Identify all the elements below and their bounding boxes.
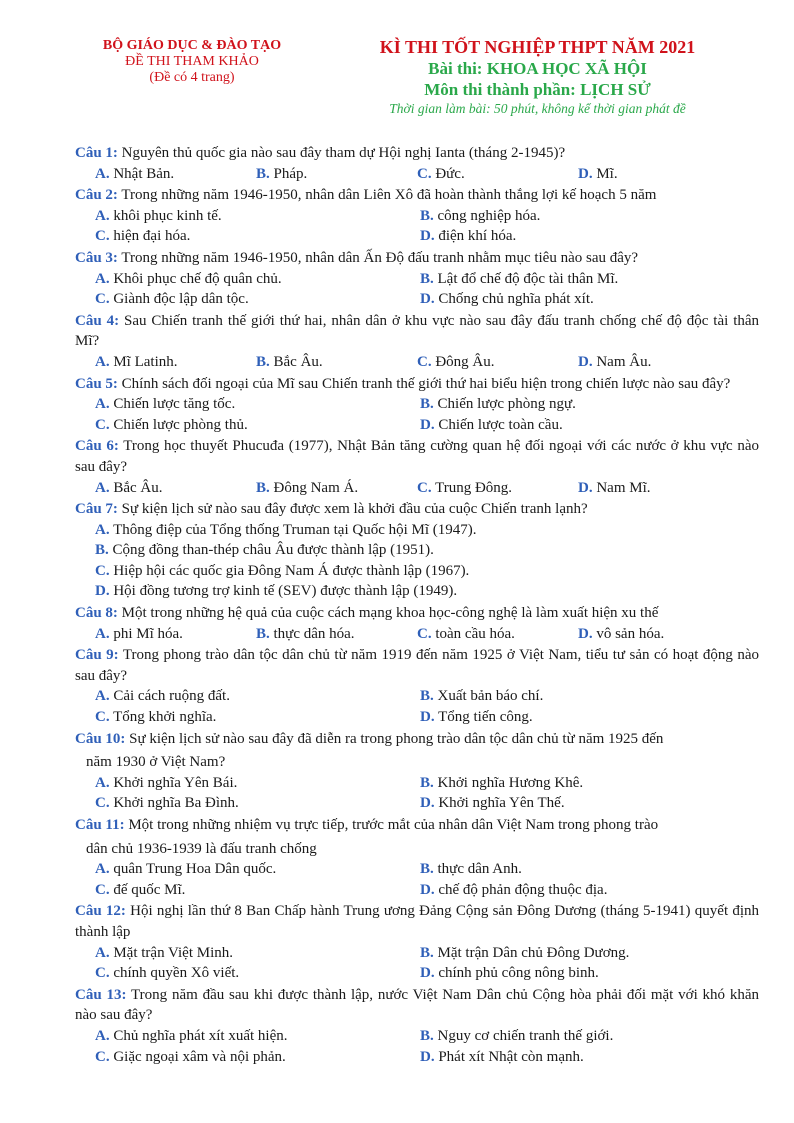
option-text: Hội đồng tương trợ kinh tế (SEV) được thành lập (1949). [113,583,458,600]
option-letter: B. [256,479,270,496]
option-letter: D. [420,795,435,812]
option-text: Chủ nghĩa phát xít xuất hiện. [113,1027,288,1044]
answer-option-d [420,1047,745,1068]
answer-option-b [256,352,417,373]
option-letter: A. [95,521,110,538]
answer-option-b [256,478,417,499]
question-number: Câu 10: [75,730,126,747]
question-stem [75,645,759,686]
question-number: Câu 2: [75,187,118,204]
header-right [345,36,730,118]
option-letter: B. [256,353,270,370]
question-text: Trong những năm 1946-1950, nhân dân Ấn Độ đấu tranh nhằm mục tiêu nào sau đây? [121,249,639,266]
question-text: Nguyên thủ quốc gia nào sau đây tham dự Hội nghị Ianta (tháng 2-1945)? [121,145,566,161]
option-text: Chiến lược toàn cầu. [438,416,563,433]
option-text: Phát xít Nhật còn mạnh. [438,1048,584,1065]
option-text: Giặc ngoại xâm và nội phản. [113,1048,286,1065]
option-text: vô sản hóa. [596,625,665,642]
answer-options [75,686,759,727]
answer-option-d [95,581,759,602]
option-text: chính phủ công nông binh. [438,965,599,982]
answer-options [75,1026,759,1067]
answer-option-c [417,478,578,499]
answer-option-d [420,707,745,728]
option-letter: D. [578,625,593,642]
question-1 [75,143,759,184]
option-letter: C. [417,165,432,182]
question-9 [75,645,759,727]
option-text: Khởi nghĩa Yên Thế. [438,795,565,812]
option-text: Nhật Bản. [113,165,175,182]
option-letter: A. [95,688,110,705]
option-letter: A. [95,270,110,287]
answer-option-a [95,206,420,227]
answer-option-c [95,707,420,728]
question-number: Câu 11: [75,817,125,833]
question-text: Trong học thuyết Phucuđa (1977), Nhật Bản tăng cường quan hệ đối ngoại với các nước ở khu vực nào sau đây? [75,438,759,475]
option-text: thực dân Anh. [437,861,522,878]
answer-option-c [95,793,420,814]
option-text: khôi phục kinh tế. [113,207,222,224]
question-number: Câu 3: [75,249,118,266]
option-letter: D. [95,583,110,600]
answer-options [75,624,759,645]
option-text: Khởi nghĩa Ba Đình. [113,795,239,812]
answer-option-c [417,352,578,373]
option-letter: A. [95,861,110,878]
question-number: Câu 4: [75,312,120,329]
option-text: Cải cách ruộng đất. [113,688,230,705]
option-letter: D. [578,353,593,370]
question-number: Câu 9: [75,647,119,664]
option-letter: C. [95,965,110,982]
exam-type: ĐỀ THI THAM KHẢO [125,54,259,69]
option-text: phi Mĩ hóa. [113,625,183,642]
option-text: chính quyền Xô viết. [113,965,240,982]
question-number: Câu 7: [75,501,118,518]
option-text: Nguy cơ chiến tranh thế giới. [437,1027,614,1044]
question-2 [75,185,759,247]
option-text: Mặt trận Dân chủ Đông Dương. [437,944,630,961]
answer-options [75,943,759,984]
question-list [75,143,759,1068]
question-stem [75,311,759,352]
option-letter: B. [420,270,434,287]
option-letter: A. [95,625,110,642]
option-letter: B. [256,165,270,182]
question-number: Câu 13: [75,986,127,1003]
answer-option-a [95,943,420,964]
option-letter: A. [95,1027,110,1044]
option-text: Chiến lược phòng thủ. [113,416,248,433]
answer-option-d [578,478,739,499]
question-number: Câu 5: [75,375,118,392]
option-text: Bắc Âu. [273,353,323,370]
option-letter: C. [417,479,432,496]
answer-option-a [95,520,759,541]
option-text: Đông Nam Á. [273,479,359,496]
answer-options [75,859,759,900]
question-number: Câu 6: [75,438,119,455]
answer-option-a [95,352,256,373]
answer-options [75,478,759,499]
option-text: Tổng khởi nghĩa. [113,709,217,726]
answer-option-c [95,1047,420,1068]
answer-option-a [95,624,256,645]
option-letter: B. [256,625,270,642]
option-text: toàn cầu hóa. [435,625,515,642]
question-stem [75,436,759,477]
question-stem [75,248,759,269]
option-text: Xuất bản báo chí. [437,688,544,705]
option-letter: D. [420,881,435,898]
answer-option-d [578,624,739,645]
answer-option-c [95,289,420,310]
answer-options [75,206,759,247]
answer-option-d [420,880,745,901]
answer-option-a [95,394,420,415]
answer-option-d [420,415,745,436]
option-text: Cộng đồng than-thép châu Âu được thành lập (1951). [112,542,434,559]
answer-option-b [256,624,417,645]
question-text: Một trong những hệ quả của cuộc cách mạng khoa học-công nghệ là làm xuất hiện xu thế [121,605,659,622]
answer-option-a [95,269,420,290]
option-letter: C. [417,353,432,370]
question-stem [75,729,759,750]
option-letter: C. [95,1048,110,1065]
option-letter: A. [95,396,110,413]
question-stem [75,901,759,942]
answer-option-a [95,478,256,499]
option-letter: A. [95,207,110,224]
answer-option-d [420,226,745,247]
question-text-continued: năm 1930 ở Việt Nam? [86,754,226,771]
question-stem [75,985,759,1026]
option-letter: D. [578,165,593,182]
option-letter: B. [420,207,434,224]
answer-option-a [95,773,420,794]
option-letter: C. [417,625,432,642]
question-number: Câu 8: [75,605,118,622]
option-letter: A. [95,944,110,961]
answer-option-b [420,269,745,290]
option-letter: D. [420,709,435,726]
question-number: Câu 12: [75,903,126,920]
answer-option-c [95,415,420,436]
answer-option-b [420,859,745,880]
option-text: Đức. [435,165,465,182]
question-text: Hội nghị lần thứ 8 Ban Chấp hành Trung ương Đảng Cộng sản Đông Dương (tháng 5-1941) quyết định thành lập [75,903,760,940]
answer-option-a [95,686,420,707]
question-text: Sau Chiến tranh thế giới thứ hai, nhân dân ở khu vực nào sau đây đấu tranh chống chế độ độc tài thân Mĩ? [75,312,760,350]
page-count: (Đề có 4 trang) [149,70,235,85]
option-text: công nghiệp hóa. [437,207,541,224]
option-text: Khởi nghĩa Hương Khê. [437,774,584,791]
option-text: Khôi phục chế độ quân chủ. [113,270,282,287]
question-stem [75,143,759,164]
answer-option-a [95,164,256,185]
option-text: Thông điệp của Tổng thống Truman tại Quốc hội Mĩ (1947). [113,521,477,538]
paper-name: Bài thi: KHOA HỌC XÃ HỘI [428,59,647,78]
option-text: Chiến lược tăng tốc. [113,396,236,413]
answer-option-d [578,352,739,373]
answer-option-b [256,164,417,185]
question-7 [75,499,759,602]
question-stem [75,499,759,520]
option-letter: D. [420,416,435,433]
option-text: Hiệp hội các quốc gia Đông Nam Á được thành lập (1967). [113,562,470,579]
option-letter: C. [95,228,110,245]
question-stem [75,815,759,836]
option-letter: B. [420,944,434,961]
option-text: Khởi nghĩa Yên Bái. [113,774,238,791]
option-text: quân Trung Hoa Dân quốc. [113,861,277,878]
question-text: Sự kiện lịch sử nào sau đây được xem là khởi đầu của cuộc Chiến tranh lạnh? [121,501,588,518]
answer-option-d [578,164,739,185]
answer-option-b [420,686,745,707]
option-text: chế độ phản động thuộc địa. [438,881,608,898]
answer-option-d [420,289,745,310]
question-4 [75,311,759,373]
option-letter: A. [95,774,110,791]
option-letter: D. [420,965,435,982]
question-text: Trong phong trào dân tộc dân chủ từ năm 1919 đến năm 1925 ở Việt Nam, tiểu tư sản có hoạt động nào sau đây? [75,647,760,684]
answer-option-c [95,561,759,582]
question-8 [75,603,759,644]
question-text: Trong năm đầu sau khi được thành lập, nước Việt Nam Dân chủ Cộng hòa phải đối mặt với khó khăn nào sau đây? [75,986,760,1024]
option-letter: A. [95,353,110,370]
subject-name: Môn thi thành phần: LỊCH SỬ [424,80,651,99]
answer-option-c [95,880,420,901]
option-letter: B. [420,688,434,705]
option-letter: D. [420,1048,435,1065]
answer-option-b [420,394,745,415]
option-letter: B. [420,861,434,878]
answer-options [75,269,759,310]
answer-options [75,352,759,373]
option-letter: A. [95,165,110,182]
option-letter: C. [95,795,110,812]
option-letter: C. [95,416,110,433]
question-13 [75,985,759,1067]
option-letter: B. [420,396,434,413]
question-number: Câu 1: [75,145,118,161]
option-text: Tổng tiến công. [438,709,533,726]
option-letter: B. [420,774,434,791]
question-12 [75,901,759,983]
ministry-name: BỘ GIÁO DỤC & ĐÀO TẠO [102,38,282,53]
answer-option-a [95,859,420,880]
answer-option-b [420,206,745,227]
option-text: Chống chủ nghĩa phát xít. [438,291,594,308]
question-11 [75,815,759,900]
exam-title: KÌ THI TỐT NGHIỆP THPT NĂM 2021 [379,37,696,57]
question-6 [75,436,759,498]
header-left [62,38,322,86]
answer-options [75,394,759,435]
option-letter: D. [420,228,435,245]
option-text: Lật đổ chế độ độc tài thân Mĩ. [437,270,619,287]
option-letter: C. [95,291,110,308]
option-text: Mĩ. [596,165,618,182]
option-letter: C. [95,881,110,898]
option-text: Trung Đông. [435,479,513,496]
option-letter: D. [420,291,435,308]
question-text: Một trong những nhiệm vụ trực tiếp, trước mắt của nhân dân Việt Nam trong phong trào [128,817,659,833]
question-5 [75,374,759,436]
option-letter: C. [95,709,110,726]
option-text: Giành độc lập dân tộc. [113,291,249,308]
question-stem [75,374,759,395]
question-text-continued: dân chủ 1936-1939 là đấu tranh chống [86,840,317,857]
option-text: Đông Âu. [435,353,495,370]
option-letter: B. [95,542,109,559]
option-text: thực dân hóa. [273,625,355,642]
time-limit: Thời gian làm bài: 50 phút, không kể thời gian phát đề [389,101,686,116]
answer-option-b [420,1026,745,1047]
answer-option-c [95,963,420,984]
option-text: Nam Mĩ. [596,479,651,496]
answer-option-d [420,793,745,814]
option-text: đế quốc Mĩ. [113,881,186,898]
answer-option-b [420,943,745,964]
question-text: Trong những năm 1946-1950, nhân dân Liên Xô đã hoàn thành thắng lợi kế hoạch 5 năm [121,187,657,204]
answer-option-b [95,540,759,561]
option-text: Nam Âu. [596,353,652,370]
option-letter: D. [578,479,593,496]
option-text: Bắc Âu. [113,479,163,496]
question-3 [75,248,759,310]
question-text: Chính sách đối ngoại của Mĩ sau Chiến tranh thế giới thứ hai biểu hiện trong chiến lược nào sau đây? [121,375,731,392]
question-stem [75,185,759,206]
answer-options [75,520,759,602]
option-letter: A. [95,479,110,496]
answer-option-b [420,773,745,794]
option-text: hiện đại hóa. [113,228,191,245]
question-10 [75,729,759,814]
answer-option-c [417,164,578,185]
option-text: Mĩ Latinh. [113,353,178,370]
answer-option-a [95,1026,420,1047]
option-text: Pháp. [273,165,308,182]
option-letter: C. [95,562,110,579]
answer-options [75,773,759,814]
option-letter: B. [420,1027,434,1044]
answer-option-c [95,226,420,247]
answer-option-c [417,624,578,645]
question-stem [75,603,759,624]
option-text: Mặt trận Việt Minh. [113,944,233,961]
option-text: điện khí hóa. [438,228,517,245]
question-text: Sự kiện lịch sử nào sau đây đã diễn ra trong phong trào dân tộc dân chủ từ năm 1925 đến [129,730,664,747]
answer-options [75,164,759,185]
option-text: Chiến lược phòng ngự. [437,396,576,413]
answer-option-d [420,963,745,984]
